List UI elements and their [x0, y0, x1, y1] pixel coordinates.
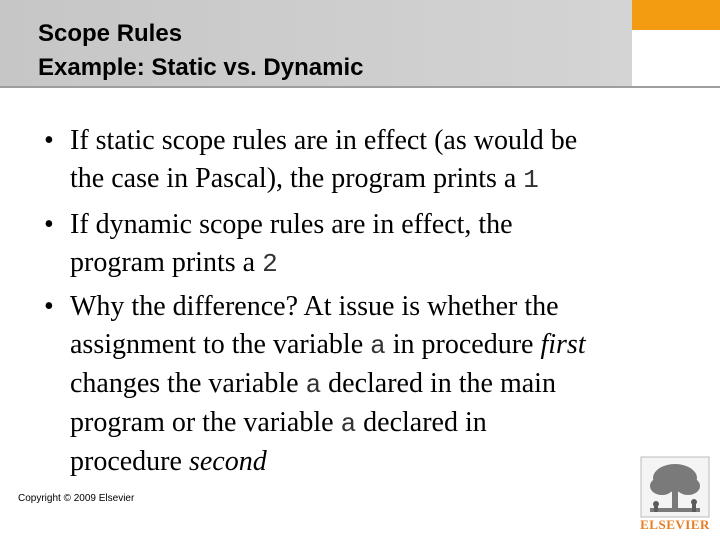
slide-subtitle: Example: Static vs. Dynamic — [38, 54, 364, 81]
bullet-marker: • — [44, 209, 54, 240]
bullet-text: Why the difference? At issue is whether the — [70, 291, 559, 322]
bullet-text: program prints a — [70, 247, 263, 278]
bullet-text: assignment to the variable — [70, 329, 371, 360]
code-identifier: 2 — [262, 249, 278, 279]
bullet-text: If dynamic scope rules are in effect, the — [70, 209, 513, 240]
bullet-text: procedure — [70, 446, 189, 477]
bullet-line — [70, 244, 690, 283]
code-identifier: 1 — [523, 165, 539, 195]
italic-term: first — [540, 329, 586, 360]
code-identifier: a — [305, 370, 322, 400]
elsevier-wordmark: ELSEVIER — [640, 517, 710, 532]
title-accent-spacer — [632, 30, 720, 86]
title-accent-block — [632, 0, 720, 30]
copyright-text: Copyright © 2009 Elsevier — [18, 493, 135, 504]
bullet-line — [70, 160, 690, 199]
bullet-text: declared in — [356, 407, 487, 438]
bullet-item — [44, 206, 690, 283]
code-identifier: a — [340, 409, 357, 439]
bullet-item — [44, 122, 690, 199]
bullet-line — [70, 288, 690, 326]
bullet-line — [70, 404, 690, 443]
bullet-text: changes the variable — [70, 368, 306, 399]
code-identifier: a — [370, 331, 386, 361]
bullet-line — [70, 326, 690, 365]
bullet-item — [44, 288, 690, 481]
bullet-line — [70, 122, 690, 160]
bullet-text: declared in the main — [321, 368, 556, 399]
italic-term: second — [188, 446, 267, 477]
title-divider — [0, 86, 720, 88]
bullet-text: If static scope rules are in effect (as would be — [70, 125, 578, 156]
bullet-text: program or the variable — [70, 407, 341, 438]
bullet-line — [70, 443, 690, 481]
bullet-marker: • — [44, 291, 54, 322]
bullet-marker: • — [44, 125, 54, 156]
slide-title: Scope Rules — [38, 20, 183, 47]
bullet-line — [70, 206, 690, 244]
bullet-line — [70, 365, 690, 404]
bullet-text: the case in Pascal), the program prints a — [70, 163, 524, 194]
bullet-text: in procedure — [385, 329, 541, 360]
